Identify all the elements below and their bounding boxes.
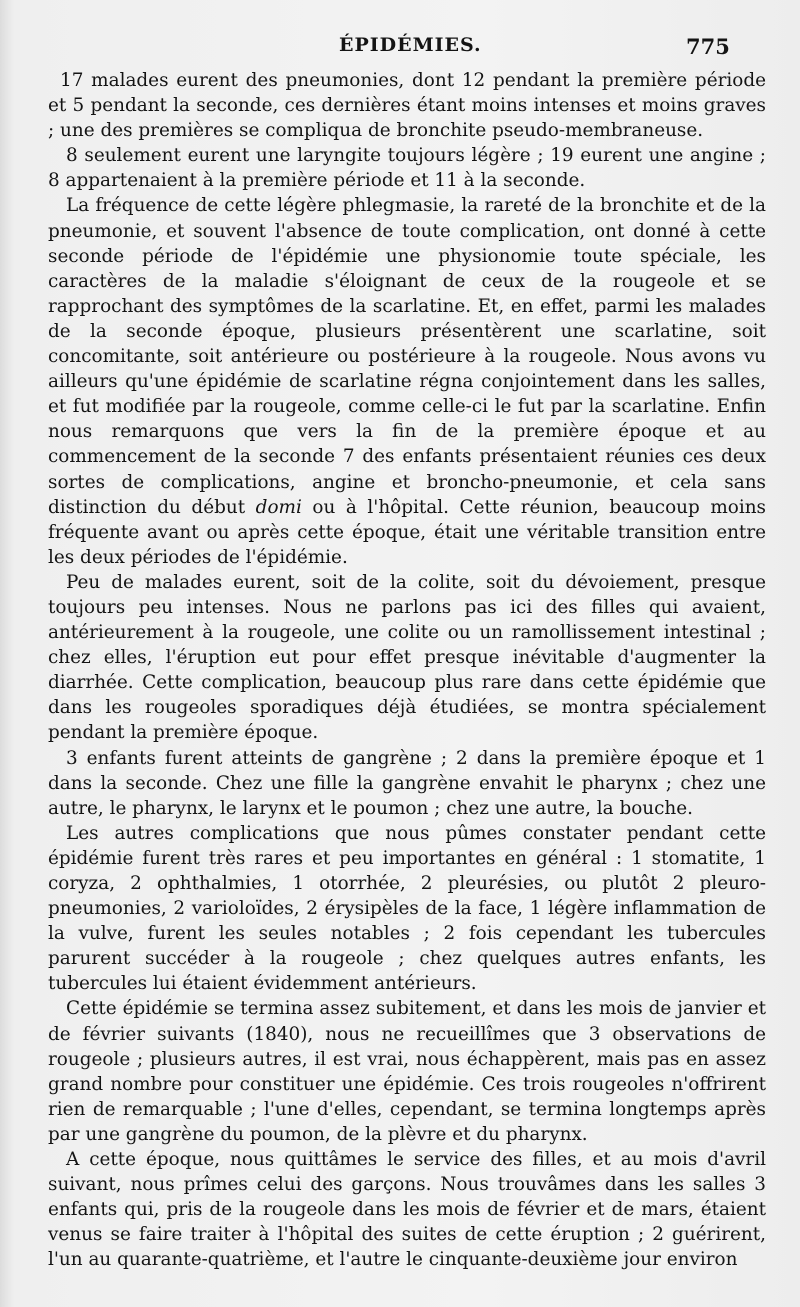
paragraph-gangrene: 3 enfants furent atteints de gangrène ; 2 dans la première époque et 1 dans la seconde. Chez une fille la gangrène envahit le pharynx ; chez une autre, le pharynx, le larynx et le poumon ; chez une autre, la bouche. [48,747,766,819]
paragraph-complications: Les autres complications que nous pûmes constater pendant cette épidémie furent très rares et peu importantes en général : 1 stomatite, 1 coryza, 2 ophthalmies, 1 otorrhée, 2 pleurésies, ou plutôt 2 pleuro-pneumonies, 2 varioloïdes, 2 érysipèles de la face, 1 légère inflammation de la vulve, furent les seules notables ; 2 fois cependant les tubercules parurent succéder à la rougeole ; chez quelques autres enfants, les tubercules lui étaient évidemment antérieurs. [48,822,766,995]
paragraph-laryngite: 8 seulement eurent une laryngite toujours légère ; 19 eurent une angine ; 8 appartenaient à la première période et 11 à la seconde. [48,145,766,192]
paragraph-garcons: A cette époque, nous quittâmes le service des filles, et au mois d'avril suivant, nous prîmes celui des garçons. Nous trouvâmes dans les salles 3 enfants qui, pris de la rougeole dans les mois de février et de mars, étaient venus se faire traiter à l'hôpital des suites de cette éruption ; 2 guérirent, l'un au quarante-quatrième, et l'autre le cinquante-deuxième jour environ [48,1149,766,1271]
italic-domi: domi [255,496,302,518]
body-text [48,68,766,1273]
paragraph-pneumonies: 17 malades eurent des pneumonies, dont 12 pendant la première période et 5 pendant la seconde, ces dernières étant moins intenses et moins graves ; une des premières se compliqua de bronchite pseudo-membraneuse. [48,70,766,142]
paragraph-frequence-text-after: ou à l'hôpital. Cette réunion, beaucoup moins fréquente avant ou après cette époque, était une véritable transition entre les deux périodes de l'épidémie. [48,496,766,568]
paragraph-fin-epidemie: Cette épidémie se termina assez subitement, et dans les mois de janvier et de février suivants (1840), nous ne recueillîmes que 3 observations de rougeole ; plusieurs autres, il est vrai, nous échappèrent, mais pas en assez grand nombre pour constituer une épidémie. Ces trois rougeoles n'offrirent rien de remarquable ; l'une d'elles, cependant, se termina longtemps après par une gangrène du poumon, de la plèvre et du pharynx. [48,998,766,1145]
running-head: ÉPIDÉMIES. [339,34,482,56]
paragraph-frequence [48,193,766,569]
page-number: 775 [686,34,730,59]
paragraph-frequence-text: La fréquence de cette légère phlegmasie, la rareté de la bronchite et de la pneumonie, et souvent l'absence de toute complication, ont donné à cette seconde période de l'épidémie une physionomie toute spéciale, les caractères de la maladie s'éloignant de ceux de la rougeole et se rapprochant des symptômes de la scarlatine. Et, en effet, parmi les malades de la seconde époque, plusieurs présentèrent une scarlatine, soit concomitante, soit antérieure ou postérieure à la rougeole. Nous avons vu ailleurs qu'une épidémie de scarlatine régna conjointement dans les salles, et fut modifiée par la rougeole, comme celle-ci le fut par la scarlatine. Enfin nous remarquons que vers la fin de la première époque et au commencement de la seconde 7 des enfants présentaient réunies ces deux sortes de complications, angine et broncho-pneumonie, et cela sans distinction du début [48,195,766,518]
paragraph-colite: Peu de malades eurent, soit de la colite, soit du dévoiement, presque toujours peu intenses. Nous ne parlons pas ici des filles qui avaient, antérieurement à la rougeole, une colite ou un ramollissement intestinal ; chez elles, l'éruption eut pour effet presque inévitable d'augmenter la diarrhée. Cette complication, beaucoup plus rare dans cette épidémie que dans les rougeoles sporadiques déjà étudiées, se montra spécialement pendant la première époque. [48,571,766,744]
page-header [0,34,800,64]
